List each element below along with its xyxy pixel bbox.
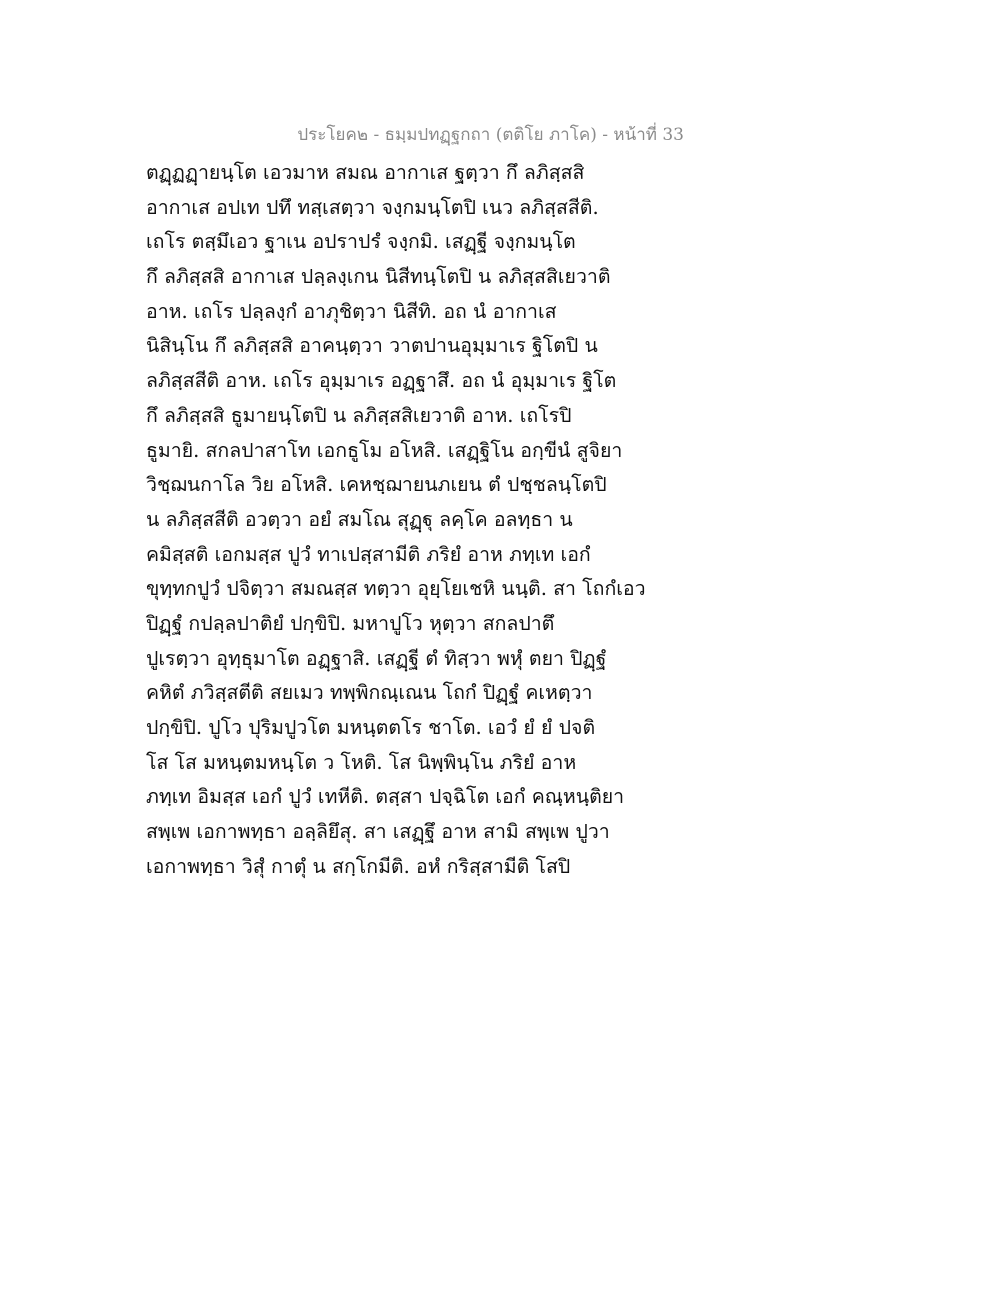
text-line: น ลภิสฺสสีติ อวตฺวา อยํ สมโณ สุฏฺฐุ ลคฺโค อลทฺธา น (146, 507, 573, 531)
text-line: อาห. เถโร ปลฺลงฺกํ อาภุชิตฺวา นิสีทิ. อถ นํ อากาเส (146, 299, 557, 323)
text-line: กึ ลภิสฺสสิ ธูมายนฺโตปิ น ลภิสฺสสิเยวาติ อาห. เถโรปิ (146, 403, 572, 427)
text-line: คหิตํ ภวิสฺสตีติ สยเมว ทพฺพิกณฺเณน โถกํ ปิฏฺฐํ คเหตฺวา (146, 681, 593, 705)
text-line: เอกาพทฺธา วิสุํ กาตุํ น สกฺโกมีติ. อหํ กริสฺสามีติ โสปิ (146, 854, 571, 878)
text-line: นิสินฺโน กึ ลภิสฺสสิ อาคนฺตฺวา วาตปานอุมฺมาเร ฐิโตปิ น (146, 334, 598, 358)
text-line: ขุทฺทกปูวํ ปจิตฺวา สมณสฺส ทตฺวา อุยฺโยเชหิ นนฺติ. สา โถกํเอว (146, 577, 646, 601)
text-line: กึ ลภิสฺสสิ อากาเส ปลฺลงฺเกน นิสีทนฺโตปิ น ลภิสฺสสิเยวาติ (146, 265, 611, 289)
text-line: เถโร ตสฺมึเอว ฐาเน อปราปรํ จงฺกมิ. เสฏฺฐี จงฺกมนฺโต (146, 230, 576, 254)
text-line: โส โส มหนฺตมหนฺโต ว โหติ. โส นิพฺพินฺโน ภริยํ อาห (146, 750, 577, 774)
text-line: วิชฺฌนกาโล วิย อโหสิ. เคหชฺฌายนภเยน ตํ ปชฺชลนฺโตปิ (146, 473, 607, 497)
text-line: ภทฺเท อิมสฺส เอกํ ปูวํ เทหีติ. ตสฺสา ปจฺฉิโต เอกํ คณฺหนฺติยา (146, 785, 625, 809)
text-line: ปกฺขิปิ. ปูโว ปุริมปูวโต มหนฺตตโร ชาโต. เอวํ ยํ ยํ ปจติ (146, 716, 596, 739)
text-line: ลภิสฺสสีติ อาห. เถโร อุมฺมาเร อฏฺฐาสึ. อถ นํ อุมฺมาเร ฐิโต (146, 369, 617, 393)
text-line: ตฏฺฏฏฺายนฺโต เอวมาห สมณ อากาเส ฐตฺวา กึ ลภิสฺสสิ (146, 161, 585, 184)
text-line: ธูมายิ. สกลปาสาโท เอกธูโม อโหสิ. เสฏฺฐิโน อกฺขีนํ สูจิยา (146, 438, 623, 462)
body-text (146, 156, 666, 884)
text-line: อากาเส อปเท ปทึ ทสฺเสตฺวา จงฺกมนฺโตปิ เนว ลภิสฺสสีติ. (146, 195, 599, 219)
running-head: ประโยค๒ - ธมฺมปทฏฺฐกถา (ตติโย ภาโค) - หน้าที่ 33 (297, 125, 684, 145)
text-line: ปูเรตฺวา อุทฺธุมาโต อฏฺฐาสิ. เสฏฺฐี ตํ ทิสฺวา พหุํ ตยา ปิฏฺฐํ (146, 646, 607, 670)
text-line: คมิสฺสติ เอกมสฺส ปูวํ ทาเปสฺสามีติ ภริยํ อาห ภทฺเท เอกํ (146, 542, 591, 566)
text-line: ปิฏฺฐํ กปลฺลปาติยํ ปกฺขิปิ. มหาปูโว หุตฺวา สกลปาตึ (146, 611, 555, 635)
text-line: สพฺเพ เอกาพทฺธา อลฺลิยึสุ. สา เสฏฺฐึ อาห สามิ สพฺเพ ปูวา (146, 820, 610, 844)
